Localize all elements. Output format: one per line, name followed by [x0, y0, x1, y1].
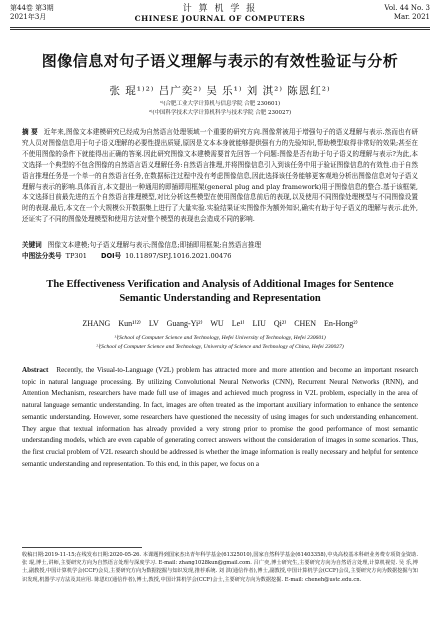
keywords-label: 关键词 [22, 241, 42, 249]
title-zh: 图像信息对句子语义理解与表示的有效性验证与分析 [41, 52, 399, 70]
doi-value: 10.11897/SP.J.1016.2021.00476 [125, 252, 232, 260]
running-header [10, 4, 430, 26]
abstract-en [22, 365, 418, 470]
affiliation-zh-1: ¹⁾(合肥工业大学计算机与信息学院 合肥 230601) [159, 101, 281, 107]
journal-name-zh: 计 算 机 学 报 [182, 4, 258, 14]
footnote: 收稿日期:2019-11-15;在线发布日期:2020-05-26. 本课题得到国家杰出青年科学基金(61325010),国家自然科学基金(61403358),中央高校基本科研业务费专项资金资助. 张 琨,博士,讲师,主要研究方向为自然语言处理与深度学习. E-mail: zhang1028kun@gmail.com. 吕广奕,博士研究生,主要研究方向为自然语言处理,计算机视觉. 吴 乐,博士,副教授,中国计算机学会(CCF)会员,主要研究方向为数据挖掘与知识发现,推荐系统. 刘 淇(通信作者),博士,副教授,中国计算机学会(CCF)会员,主要研究方向为数据挖掘与知识发现,机器学习方法及其应用. 陈恩红(通信作者),博士,教授,中国计算机学会(CCF)会士,主要研究方向为数据挖掘. E-mail: cheneh@ustc.edu.cn. [22, 552, 418, 583]
abstract-zh [22, 127, 418, 225]
keywords [22, 241, 418, 250]
abstract-en-label: Abstract [22, 366, 49, 374]
authors-zh: 张 琨¹⁾²⁾ 吕广奕²⁾ 吴 乐¹⁾ 刘 淇²⁾ 陈恩红²⁾ [109, 85, 331, 97]
affiliation-zh-2: ²⁾(中国科学技术大学计算机科学与技术学院 合肥 230027) [148, 110, 292, 116]
abstract-zh-label: 摘 要 [22, 128, 38, 136]
clc-value: TP301 [65, 252, 87, 260]
volume-issue-en: Vol. 44 No. 3 [384, 4, 430, 12]
authors-en: ZHANG Kun¹⁾²⁾ LV Guang-Yi²⁾ WU Le¹⁾ LIU Qi²⁾ CHEN En-Hong²⁾ [82, 319, 358, 328]
doi-label: DOI号 [100, 252, 122, 260]
clc-label: 中图法分类号 [22, 252, 62, 260]
journal-name-en: CHINESE JOURNAL OF COMPUTERS [134, 14, 306, 23]
publication-date-en: Mar. 2021 [393, 13, 430, 21]
classification [22, 252, 418, 261]
publication-date: 2021年3月 [10, 13, 47, 21]
abstract-zh-text: 近年来,图像文本建模研究已经成为自然语言处理领域一个重要的研究方向.图像常被用于增强句子的语义理解与表示.然而也有研究人员对图像信息用于句子语义理解的必要性提出质疑,原因是文本本身就能够提供强有力的先验知识,帮助模型取得非常好的效果;甚至在不使用图像的条件下就能得出正确的答案.因此研究图像文本建模需要首先回答一个问题:图像是否有助于句子语义的理解与表示?为此,本文选择一个典型的不包含图像的自然语言语义理解任务:自然语言推理,并将图像信息引入到该任务中用于验证图像信息的有效性.由于自然语言推理任务是一个单一的自然语言任务,在数据标注过程中没有考虑图像信息,因此选择该任务能够更客观地分析出图像信息对句子语义理解与表示的影响.具体而言,本文提出一种通用的即插即用框架(general plug and play framework)用于图像信息的整合.基于该框架,本文选择目前最先进的五个自然语言推理模型,对比分析这些模型在使用图像信息前后的表现,以及使用不同图像处理模型与不同图像设置时的表现.最后,本文在一个大规模公开数据集上进行了大量实验.实验结果证实图像作为额外知识,确实有助于句子语义的理解与表示.此外,还证实了不同的图像处理模型和使用方法对整个模型的表现也会造成不同的影响. [22, 128, 418, 224]
header-right [384, 4, 430, 22]
header-rule-2 [10, 29, 430, 30]
affiliation-en-2: ²⁾(School of Computer Science and Technology, University of Science and Technology of China, Hefei 230027) [96, 344, 344, 350]
abstract-en-text: Recently, the Visual-to-Language (V2L) problem has attracted more and more attention and become an important research topic in natural language processing. By utilizing Convolutional Neural Networks (CNN), Recurrent Neural Networks (RNN), and Attention Mechanism, researchers have made full use of images and achieved much progress in V2L problem, especially in the area of natural language semantic understanding. In fact, images are often treated as the important auxiliary information to enhance the sentence semantic understanding. However, some researchers have questioned the necessity of using images for such understanding enhancement. They argue that textual information has already provided a very strong prior to promise the good performance of most semantic understanding models, which are even capable of generating correct answers without the consideration of images in some scenarios. Thus, the first crucial problem of V2L research should be addressed is whether the image information is really necessary and helpful for sentence semantic understanding and representation. To this end, in this paper, we focus on a [22, 366, 418, 468]
header-rule [10, 27, 430, 28]
footnote-rule [22, 547, 142, 548]
keywords-text: 图像文本建模;句子语义理解与表示;图像信息;即插即用框架;自然语言推理 [47, 241, 262, 249]
affiliation-en-1: ¹⁾(School of Computer Science and Technology, Hefei University of Technology, Hefei 230601) [114, 335, 326, 341]
volume-issue: 第44卷 第3期 [10, 4, 54, 12]
title-en: The Effectiveness Verification and Analysis of Additional Images for Sentence Semantic Understanding and Representation [46, 279, 394, 304]
